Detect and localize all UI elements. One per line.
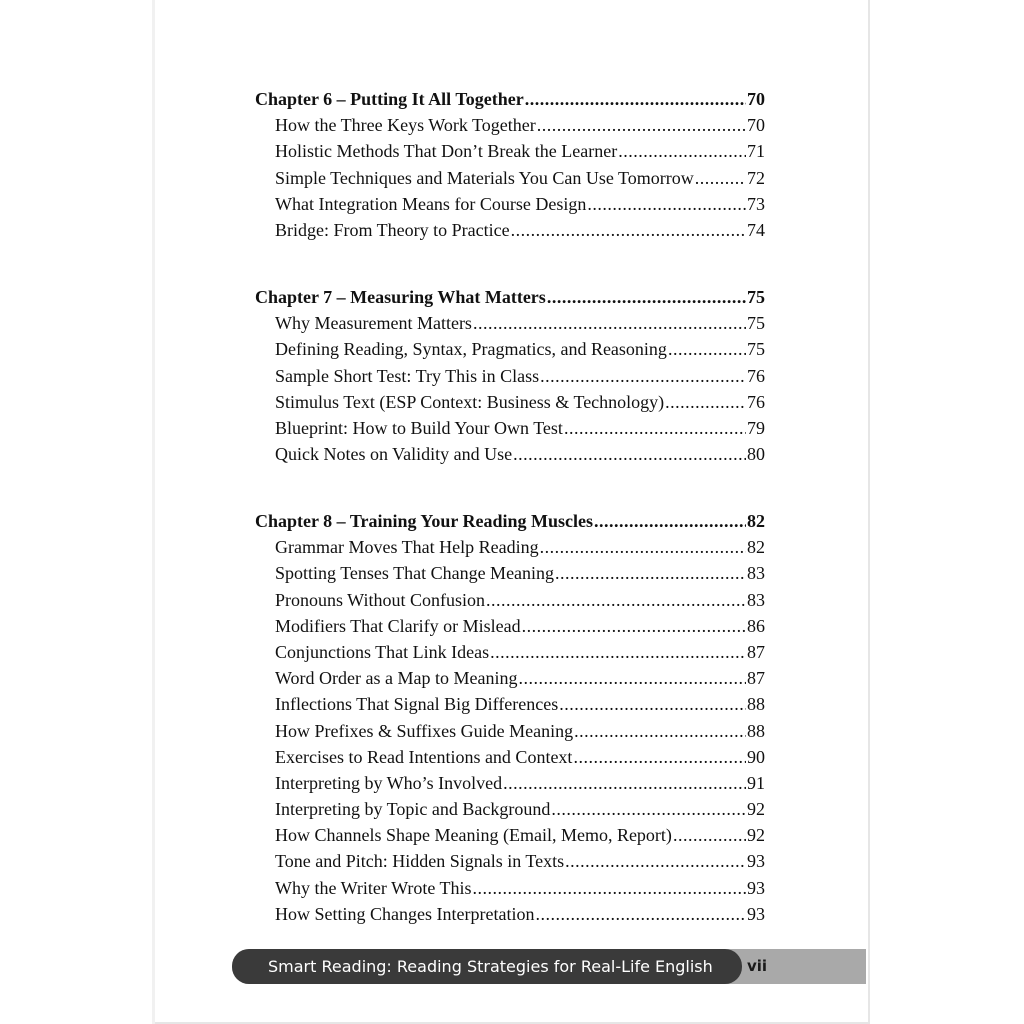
dot-leader [618, 138, 746, 164]
chapter-title: Chapter 8 – Training Your Reading Muscles [255, 511, 594, 531]
section-title: Pronouns Without Confusion [275, 589, 485, 610]
dot-leader [503, 770, 746, 796]
footer-page-number: vii [746, 957, 768, 975]
toc-section-entry[interactable] [255, 310, 765, 336]
section-title: Bridge: From Theory to Practice [275, 219, 510, 240]
dot-leader [490, 639, 746, 665]
toc-section-entry[interactable] [255, 718, 765, 744]
section-page-number: 73 [747, 193, 765, 214]
section-title: Quick Notes on Validity and Use [275, 444, 513, 465]
dot-leader [540, 534, 746, 560]
chapter-page-number: 82 [747, 511, 765, 531]
section-page-number: 72 [747, 167, 765, 188]
section-page-number: 90 [747, 746, 765, 767]
section-page-number: 87 [747, 641, 765, 662]
section-title: Sample Short Test: Try This in Class [275, 365, 540, 386]
section-page-number: 74 [747, 219, 765, 240]
section-title: Interpreting by Who’s Involved [275, 772, 503, 793]
section-title: Simple Techniques and Materials You Can Use Tomorrow [275, 167, 694, 188]
dot-leader [522, 613, 746, 639]
dot-leader [540, 363, 746, 389]
toc-section-entry[interactable] [255, 613, 765, 639]
dot-leader [695, 165, 746, 191]
section-page-number: 88 [747, 720, 765, 741]
section-page-number: 80 [747, 444, 765, 465]
section-page-number: 92 [747, 825, 765, 846]
toc-section-entry[interactable] [255, 165, 765, 191]
section-page-number: 76 [747, 365, 765, 386]
section-page-number: 75 [747, 313, 765, 334]
dot-leader [668, 336, 746, 362]
section-page-number: 82 [747, 537, 765, 558]
section-page-number: 91 [747, 772, 765, 793]
toc-chapter-7 [255, 284, 765, 467]
toc-section-entry[interactable] [255, 901, 765, 927]
dot-leader [559, 691, 746, 717]
section-title: Inflections That Signal Big Differences [275, 694, 559, 715]
section-page-number: 93 [747, 877, 765, 898]
footer-book-title: Smart Reading: Reading Strategies for Real-Life English [232, 949, 742, 984]
dot-leader [564, 415, 746, 441]
section-title: Exercises to Read Intentions and Context [275, 746, 573, 767]
toc-section-entry[interactable] [255, 665, 765, 691]
toc-section-entry[interactable] [255, 217, 765, 243]
section-page-number: 93 [747, 851, 765, 872]
dot-leader [518, 665, 746, 691]
dot-leader [535, 901, 746, 927]
dot-leader [537, 112, 746, 138]
dot-leader [594, 508, 746, 534]
section-title: Tone and Pitch: Hidden Signals in Texts [275, 851, 565, 872]
toc-section-entry[interactable] [255, 875, 765, 901]
section-title: Grammar Moves That Help Reading [275, 537, 539, 558]
toc-section-entry[interactable] [255, 138, 765, 164]
toc-section-entry[interactable] [255, 415, 765, 441]
chapter-title: Chapter 7 – Measuring What Matters [255, 287, 546, 307]
toc-section-entry[interactable] [255, 560, 765, 586]
dot-leader [673, 822, 746, 848]
section-page-number: 76 [747, 391, 765, 412]
section-title: Modifiers That Clarify or Mislead [275, 615, 521, 636]
section-page-number: 79 [747, 417, 765, 438]
section-page-number: 70 [747, 115, 765, 136]
section-title: Why Measurement Matters [275, 313, 472, 334]
section-title: How Channels Shape Meaning (Email, Memo, Report) [275, 825, 672, 846]
section-title: Interpreting by Topic and Background [275, 799, 551, 820]
toc-chapter-8 [255, 508, 765, 927]
section-page-number: 93 [747, 903, 765, 924]
toc-section-entry[interactable] [255, 691, 765, 717]
dot-leader [473, 875, 746, 901]
section-page-number: 92 [747, 799, 765, 820]
section-title: Word Order as a Map to Meaning [275, 668, 518, 689]
toc-chapter-entry[interactable] [255, 284, 765, 310]
chapter-page-number: 70 [747, 89, 765, 109]
toc-section-entry[interactable] [255, 534, 765, 560]
section-page-number: 86 [747, 615, 765, 636]
toc-section-entry[interactable] [255, 796, 765, 822]
section-title: Spotting Tenses That Change Meaning [275, 563, 555, 584]
section-title: Conjunctions That Link Ideas [275, 641, 490, 662]
toc-chapter-entry[interactable] [255, 86, 765, 112]
toc-section-entry[interactable] [255, 822, 765, 848]
dot-leader [547, 284, 746, 310]
section-page-number: 88 [747, 694, 765, 715]
dot-leader [473, 310, 746, 336]
section-title: How Prefixes & Suffixes Guide Meaning [275, 720, 574, 741]
toc-section-entry[interactable] [255, 363, 765, 389]
dot-leader [665, 389, 746, 415]
section-title: Stimulus Text (ESP Context: Business & Technology) [275, 391, 665, 412]
section-title: How the Three Keys Work Together [275, 115, 536, 136]
dot-leader [511, 217, 746, 243]
section-page-number: 71 [747, 141, 765, 162]
toc-section-entry[interactable] [255, 336, 765, 362]
dot-leader [565, 848, 746, 874]
toc-section-entry[interactable] [255, 770, 765, 796]
dot-leader [587, 191, 746, 217]
chapter-title: Chapter 6 – Putting It All Together [255, 89, 524, 109]
toc-chapter-entry[interactable] [255, 508, 765, 534]
section-title: Defining Reading, Syntax, Pragmatics, and Reasoning [275, 339, 667, 360]
dot-leader [486, 587, 746, 613]
chapter-page-number: 75 [747, 287, 765, 307]
section-page-number: 75 [747, 339, 765, 360]
section-title: Holistic Methods That Don’t Break the Learner [275, 141, 618, 162]
section-title: Blueprint: How to Build Your Own Test [275, 417, 563, 438]
section-title: Why the Writer Wrote This [275, 877, 472, 898]
toc-section-entry[interactable] [255, 441, 765, 467]
section-title: How Setting Changes Interpretation [275, 903, 535, 924]
toc-section-entry[interactable] [255, 389, 765, 415]
dot-leader [513, 441, 746, 467]
section-page-number: 83 [747, 563, 765, 584]
section-title: What Integration Means for Course Design [275, 193, 587, 214]
toc-section-entry[interactable] [255, 587, 765, 613]
dot-leader [573, 744, 746, 770]
toc-section-entry[interactable] [255, 112, 765, 138]
toc-section-entry[interactable] [255, 744, 765, 770]
section-page-number: 87 [747, 668, 765, 689]
toc-section-entry[interactable] [255, 191, 765, 217]
toc-section-entry[interactable] [255, 639, 765, 665]
dot-leader [551, 796, 746, 822]
dot-leader [525, 86, 746, 112]
section-page-number: 83 [747, 589, 765, 610]
toc-chapter-6 [255, 86, 765, 243]
dot-leader [574, 718, 746, 744]
toc-section-entry[interactable] [255, 848, 765, 874]
dot-leader [555, 560, 746, 586]
